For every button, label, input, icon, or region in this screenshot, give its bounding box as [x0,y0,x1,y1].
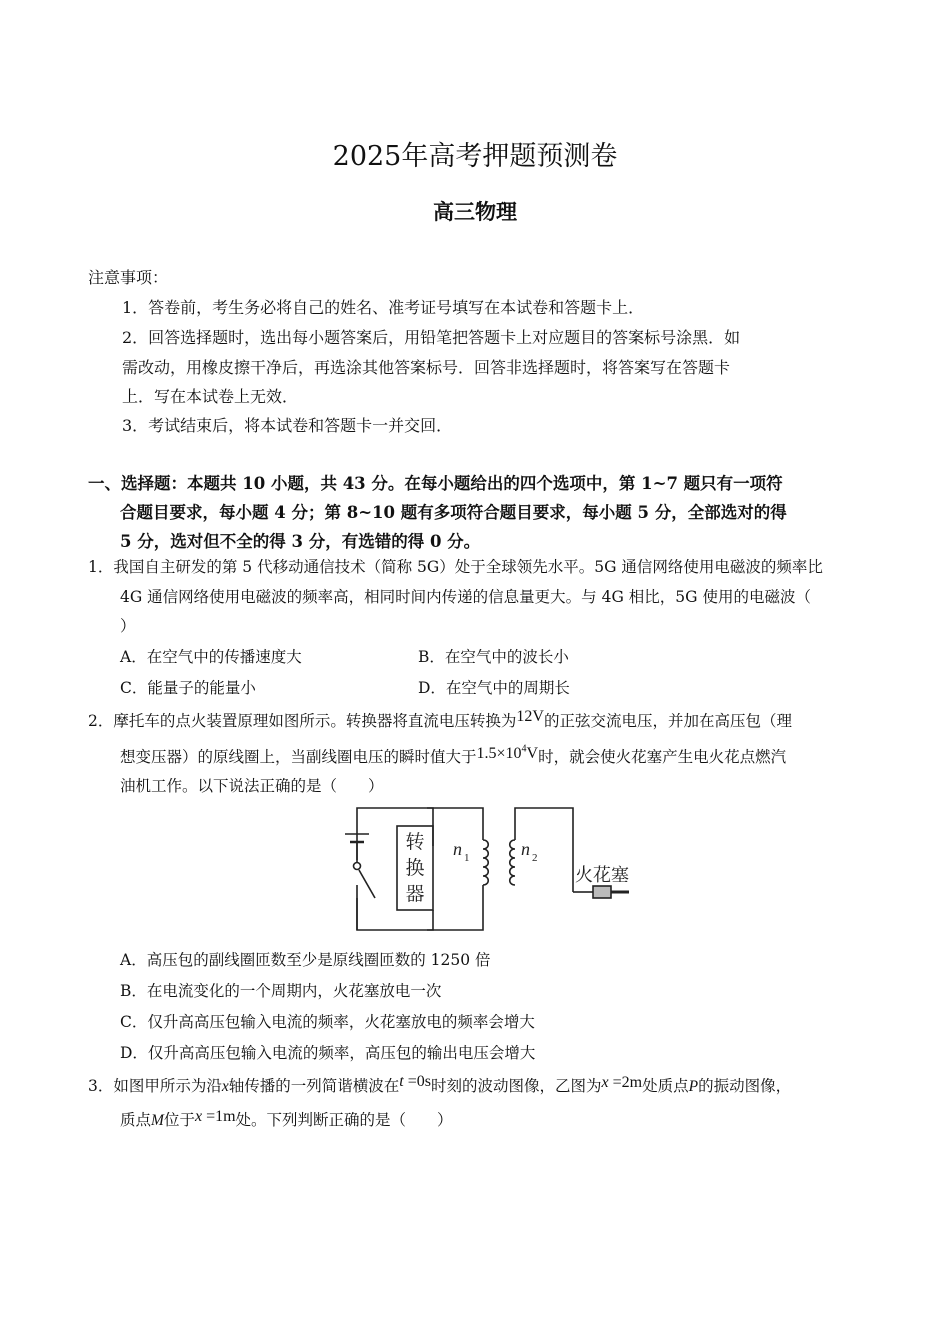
q2-stem-line-3: 油机工作。以下说法正确的是（ ） [120,777,384,795]
q1-option-c: C．能量子的能量小 [120,679,256,697]
q2-stem-line-2: 想变压器）的原线圈上，当副线圈电压的瞬时值大于$1.5\times 10^4V$时，就会使火花塞产生电火花点燃汽 [120,743,787,766]
q1-stem-line-1: 1．我国自主研发的第 5 代移动通信技术（简称 5G）处于全球领先水平。5G 通信网络使用电磁波的频率比 [88,558,823,576]
converter-char-2: 换 [405,857,425,879]
section-1-line-3: 5 分，选对但不全的得 3 分，有选错的得 0 分。 [120,532,481,551]
ignition-circuit-diagram [345,800,645,935]
q1-option-a: A．在空气中的传播速度大 [120,648,302,666]
notice-item-2-line-1: 2．回答选择题时，选出每小题答案后，用铅笔把答题卡上对应题目的答案标号涂黑．如 [122,328,741,347]
notice-heading: 注意事项： [88,268,169,287]
q2-stem-line-1: 2．摩托车的点火装置原理如图所示。转换器将直流电压转换为12V的正弦交流电压，并加在高压包（理 [88,708,792,730]
notice-item-3: 3．考试结束后，将本试卷和答题卡一并交回． [122,416,453,435]
converter-char-1: 转 [405,831,425,853]
q1-option-d: D．在空气中的周期长 [418,679,570,697]
secondary-turns-label: n [521,839,530,859]
q1-option-b: B．在空气中的波长小 [418,648,569,666]
notice-item-2-line-3: 上．写在本试卷上无效． [122,387,299,406]
q2-option-a: A．高压包的副线圈匝数至少是原线圈匝数的 1250 倍 [120,951,491,969]
page-title: 2025年高考押题预测卷 [332,141,618,172]
page-subtitle: 高三物理 [433,199,517,224]
spark-plug-label: 火花塞 [575,865,629,886]
notice-item-1: 1．答卷前，考生务必将自己的姓名、准考证号填写在本试卷和答题卡上． [122,298,645,317]
q2-option-d: D．仅升高高压包输入电流的频率，高压包的输出电压会增大 [120,1044,536,1062]
q3-stem-line-2: 质点M位于x =1m处。下列判断正确的是（ ） [120,1108,453,1129]
converter-char-3: 器 [405,883,425,905]
q2-option-c: C．仅升高高压包输入电流的频率，火花塞放电的频率会增大 [120,1013,535,1031]
section-1-line-2: 合题目要求，每小题 4 分；第 8~10 题有多项符合题目要求，每小题 5 分，全部选对的得 [120,503,787,522]
notice-item-2-line-2: 需改动，用橡皮擦干净后，再选涂其他答案标号．回答非选择题时，将答案写在答题卡 [122,358,731,377]
q3-stem-line-1: 3．如图甲所示为沿x轴传播的一列简谐横波在t =0s时刻的波动图像，乙图为x =2m处质点P的振动图像， [88,1073,792,1095]
q2-option-b: B．在电流变化的一个周期内，火花塞放电一次 [120,982,442,1000]
primary-turns-subscript: 1 [464,852,470,864]
secondary-turns-subscript: 2 [532,852,538,864]
primary-turns-label: n [453,839,462,859]
q1-stem-line-3: ） [120,617,136,635]
section-1-line-1: 一、选择题：本题共 10 小题，共 43 分。在每小题给出的四个选项中，第 1~7 题只有一项符 [88,474,783,493]
q1-stem-line-2: 4G 通信网络使用电磁波的频率高，相同时间内传递的信息量更大。与 4G 相比，5G 使用的电磁波（ [120,588,811,606]
